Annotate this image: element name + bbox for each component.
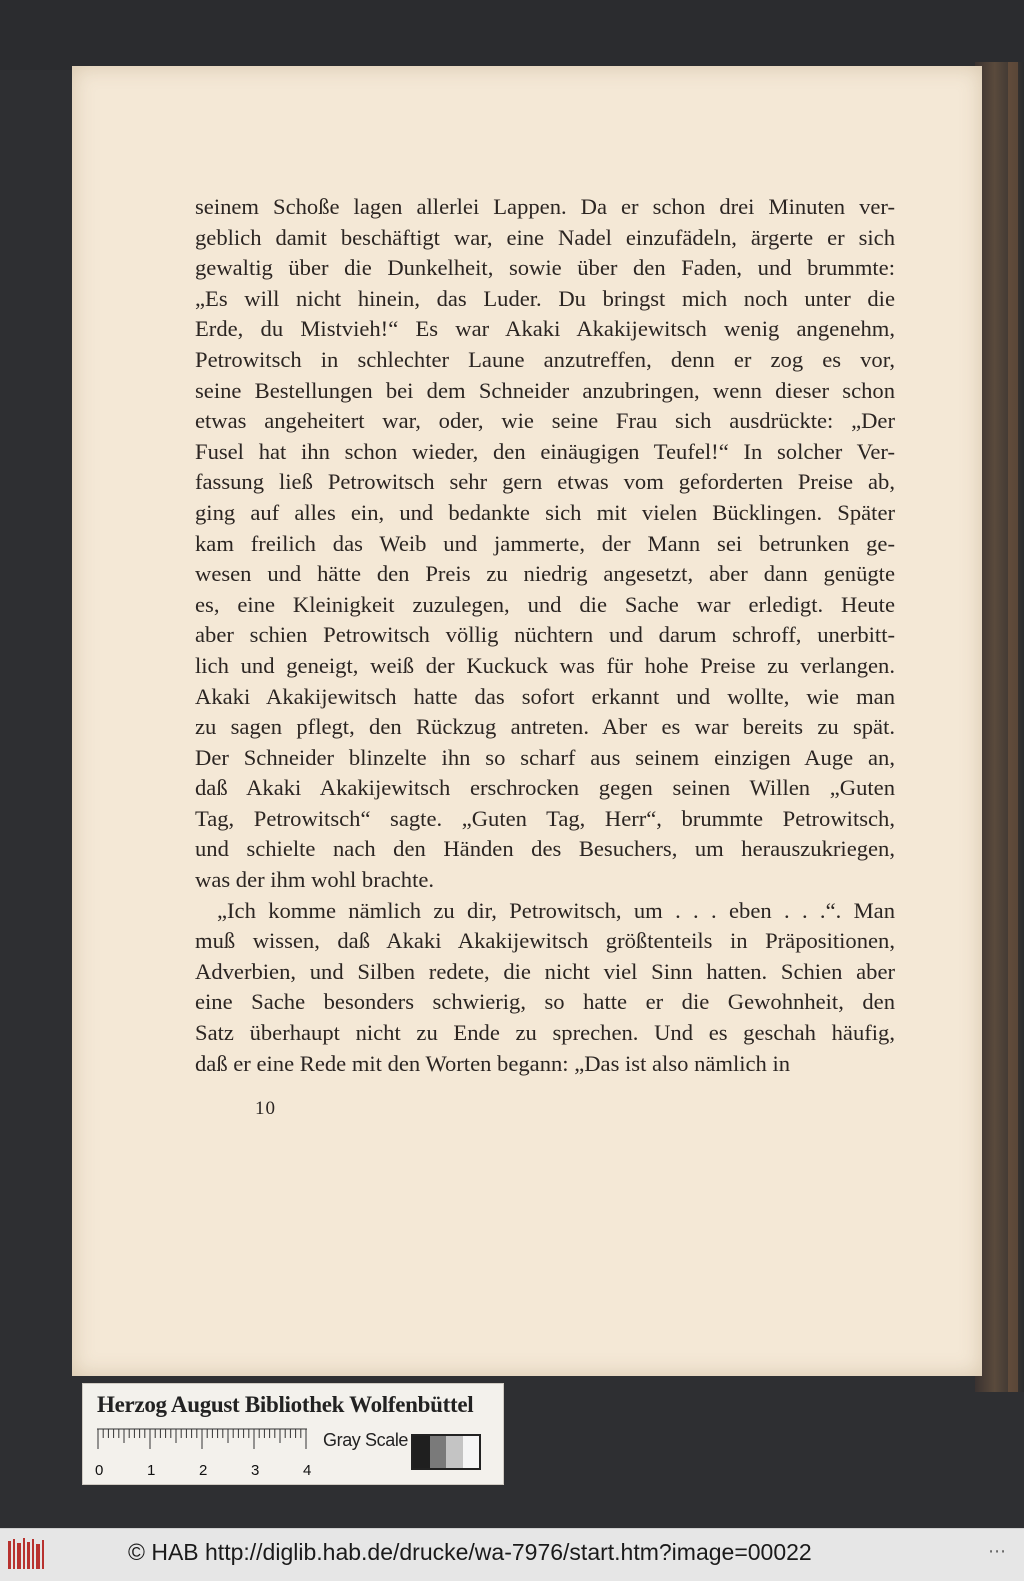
text-line: Satz überhaupt nicht zu Ende zu sprechen. Und es geschah häufig, — [195, 1020, 895, 1046]
book-edge-stripe — [1008, 62, 1018, 1392]
page-number: 10 — [255, 1098, 276, 1119]
text-line: „Es will nicht hinein, das Luder. Du bringst mich noch unter die — [195, 285, 895, 311]
footer-bar — [0, 1528, 1024, 1581]
text-line: seine Bestellungen bei dem Schneider anzubringen, wenn dieser schon — [195, 377, 895, 403]
text-line: was der ihm wohl brachte. — [195, 867, 435, 893]
ruler-labels — [95, 1462, 325, 1482]
text-line: fassung ließ Petrowitsch sehr gern etwas vom geforderten Preise ab, — [195, 469, 895, 495]
copyright-url[interactable]: © HAB http://diglib.hab.de/drucke/wa-7976/start.htm?image=00022 — [128, 1539, 812, 1565]
book-edge — [975, 62, 1024, 1392]
page-text — [195, 192, 895, 1079]
grayscale-patch — [446, 1436, 463, 1468]
library-label-card — [82, 1383, 504, 1485]
text-line: etwas angeheitert war, oder, wie seine Frau sich ausdrückte: „Der — [195, 408, 895, 434]
ruler-label: 2 — [199, 1462, 208, 1479]
text-line: seinem Schoße lagen allerlei Lappen. Da er schon drei Minuten ver- — [195, 194, 895, 219]
ellipsis-icon[interactable]: ⋯ — [988, 1541, 1006, 1562]
text-line: lich und geneigt, weiß der Kuckuck was für hohe Preise zu verlangen. — [195, 652, 895, 678]
measurement-ruler — [97, 1428, 307, 1450]
text-line: muß wissen, daß Akaki Akakijewitsch größtenteils in Präpositionen, — [195, 928, 895, 954]
ruler-label: 1 — [147, 1462, 156, 1479]
ruler-label: 3 — [251, 1462, 260, 1479]
grayscale-strip — [411, 1434, 481, 1470]
scan-background — [0, 0, 1024, 70]
text-line: Fusel hat ihn schon wieder, den einäugigen Teufel!“ In solcher Ver- — [195, 438, 895, 464]
text-line: und schielte nach den Händen des Besuchers, um herauszukriegen, — [195, 836, 895, 862]
text-line: Erde, du Mistvieh!“ Es war Akaki Akakijewitsch wenig angenehm, — [195, 316, 895, 342]
ruler-label: 0 — [95, 1462, 104, 1479]
text-line: eine Sache besonders schwierig, so hatte er die Gewohnheit, den — [195, 989, 895, 1015]
text-line: daß er eine Rede mit den Worten begann: „Das ist also nämlich in — [195, 1050, 791, 1076]
text-line: Tag, Petrowitsch“ sagte. „Guten Tag, Herr“, brummte Petrowitsch, — [195, 805, 895, 831]
text-line: Akaki Akakijewitsch hatte das sofort erkannt und wollte, wie man — [195, 683, 895, 709]
hab-barcode-logo-icon — [6, 1535, 46, 1573]
text-line: zu sagen pflegt, den Rückzug antreten. Aber es war bereits zu spät. — [195, 714, 895, 740]
text-line: gewaltig über die Dunkelheit, sowie über den Faden, und brummte: — [195, 255, 895, 281]
text-line: wesen und hätte den Preis zu niedrig angesetzt, aber dann genügte — [195, 561, 895, 587]
text-line: kam freilich das Weib und jammerte, der Mann sei betrunken ge- — [195, 530, 895, 556]
grayscale-label: Gray Scale — [323, 1430, 409, 1450]
grayscale-patch — [430, 1436, 447, 1468]
ruler-label: 4 — [303, 1462, 312, 1479]
text-line: es, eine Kleinigkeit zuzulegen, und die Sache war erledigt. Heute — [195, 591, 895, 617]
grayscale-patch — [413, 1436, 430, 1468]
library-name: Herzog August Bibliothek Wolfenbüttel — [97, 1392, 474, 1417]
text-line: aber schien Petrowitsch völlig nüchtern und darum schroff, unerbitt- — [195, 622, 895, 648]
text-line: „Ich komme nämlich zu dir, Petrowitsch, um . . . eben . . .“. Man — [217, 897, 895, 923]
text-line: daß Akaki Akakijewitsch erschrocken gegen seinen Willen „Guten — [195, 775, 895, 801]
text-line: Petrowitsch in schlechter Laune anzutreffen, denn er zog es vor, — [195, 346, 895, 372]
text-line: Der Schneider blinzelte ihn so scharf aus seinem einzigen Auge an, — [195, 744, 895, 770]
grayscale-patch — [463, 1436, 480, 1468]
text-line: geblich damit beschäftigt war, eine Nadel einzufädeln, ärgerte er sich — [195, 224, 895, 250]
text-line: ging auf alles ein, und bedankte sich mit vielen Bücklingen. Später — [195, 499, 895, 525]
text-line: Adverbien, und Silben redete, die nicht viel Sinn hatten. Schien aber — [195, 958, 895, 984]
